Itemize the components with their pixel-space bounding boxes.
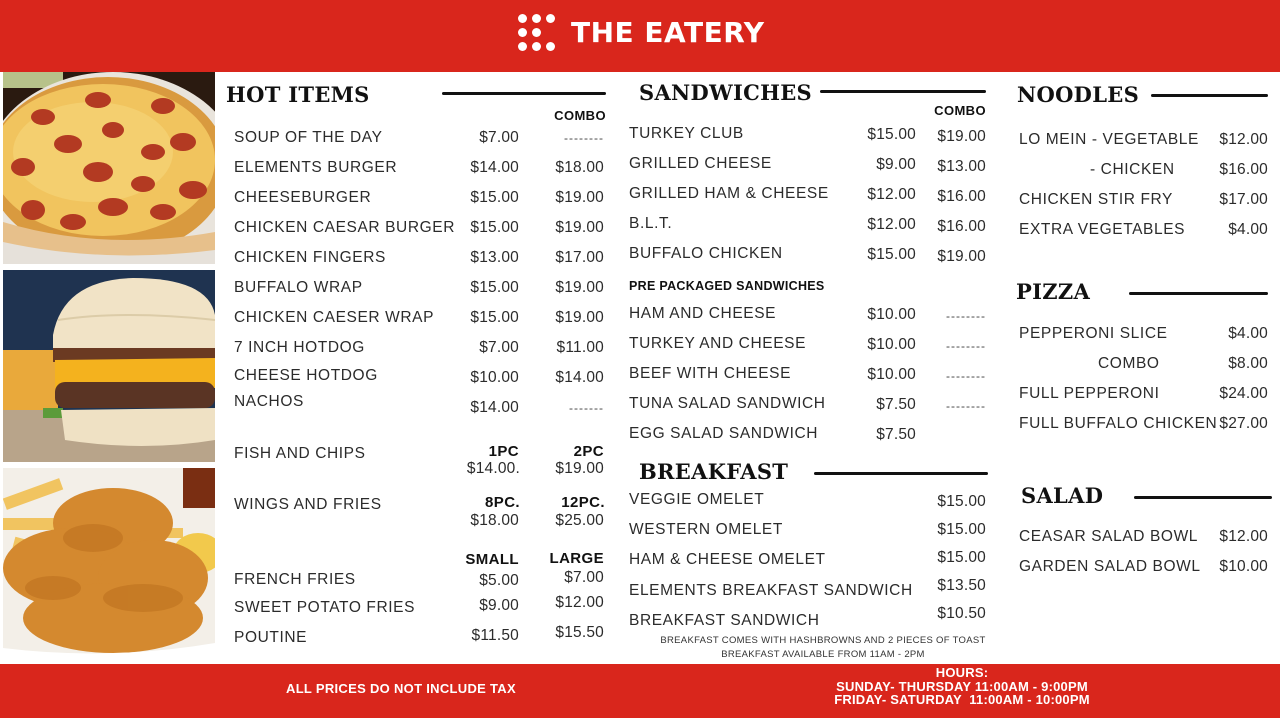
item-price: $15.00 <box>937 493 986 510</box>
item-name: SWEET POTATO FRIES <box>234 599 416 616</box>
small-price: $5.00 <box>479 572 519 589</box>
section-divider <box>1129 292 1268 295</box>
item-price: $7.00 <box>479 129 519 146</box>
breakfast-includes-note: BREAKFAST COMES WITH HASHBROWNS AND 2 PIECES OF TOAST <box>660 635 986 646</box>
item-name: FULL PEPPERONI <box>1019 385 1160 402</box>
item-name: HAM & CHEESE OMELET <box>629 551 826 568</box>
item-name: TUNA SALAD SANDWICH <box>629 395 826 412</box>
item-name: LO MEIN - VEGETABLE <box>1019 131 1199 148</box>
noodles-title: NOODLES <box>1017 82 1140 107</box>
item-price: $10.00 <box>867 336 916 353</box>
section-divider <box>820 90 986 93</box>
size-label: 1PC <box>488 443 519 460</box>
item-name: GRILLED HAM & CHEESE <box>629 185 829 202</box>
item-price: $24.00 <box>1219 385 1268 402</box>
size-label: 2PC <box>573 443 604 460</box>
item-price: $13.50 <box>937 577 986 594</box>
item-name: GARDEN SALAD BOWL <box>1019 558 1201 575</box>
salad-title: SALAD <box>1021 483 1104 508</box>
item-name: ELEMENTS BURGER <box>234 159 398 176</box>
item-price: $10.00 <box>867 306 916 323</box>
item-name: B.L.T. <box>629 215 673 232</box>
item-name: TURKEY AND CHEESE <box>629 335 807 352</box>
item-price: $10.00 <box>470 369 519 386</box>
item-name: BREAKFAST SANDWICH <box>629 612 820 629</box>
item-price: $13.00 <box>470 249 519 266</box>
item-price: $15.00 <box>937 549 986 566</box>
chicken-fingers-photo <box>3 468 215 661</box>
item-combo-price: $19.00 <box>555 189 604 206</box>
item-price: $15.00 <box>867 126 916 143</box>
item-name: CHICKEN FINGERS <box>234 249 386 266</box>
item-price: $15.00 <box>937 521 986 538</box>
breakfast-title: BREAKFAST <box>639 459 789 484</box>
item-name: HAM AND CHEESE <box>629 305 777 322</box>
item-price: $7.00 <box>479 339 519 356</box>
item-price: $17.00 <box>1219 191 1268 208</box>
item-name: VEGGIE OMELET <box>629 491 765 508</box>
item-name: GRILLED CHEESE <box>629 155 772 172</box>
item-name: NACHOS <box>234 393 304 410</box>
item-name: ELEMENTS BREAKFAST SANDWICH <box>629 582 913 599</box>
small-price: $9.00 <box>479 597 519 614</box>
item-combo-price: $17.00 <box>555 249 604 266</box>
item-price: $15.00 <box>470 279 519 296</box>
item-combo-price: $13.00 <box>937 158 986 175</box>
item-name: SOUP OF THE DAY <box>234 129 383 146</box>
pizza-title: PIZZA <box>1016 279 1091 304</box>
item-combo-price: $19.00 <box>555 309 604 326</box>
item-price: $12.00 <box>867 186 916 203</box>
prepackaged-sandwiches-heading: PRE PACKAGED SANDWICHES <box>629 279 825 293</box>
item-name: - CHICKEN <box>1090 161 1175 178</box>
small-size-label: SMALL <box>465 551 519 568</box>
sandwiches-title: SANDWICHES <box>639 80 812 105</box>
item-price: $12.00 <box>1219 528 1268 545</box>
item-price: $9.00 <box>876 156 916 173</box>
item-price: $10.50 <box>937 605 986 622</box>
item-name: WINGS AND FRIES <box>234 496 382 513</box>
nine-dot-grid-icon <box>518 14 555 51</box>
item-name: BUFFALO CHICKEN <box>629 245 783 262</box>
item-name: EXTRA VEGETABLES <box>1019 221 1186 238</box>
item-name: CHICKEN STIR FRY <box>1019 191 1173 208</box>
section-divider <box>1151 94 1268 97</box>
item-price: $15.00 <box>470 309 519 326</box>
breakfast-hours-note: BREAKFAST AVAILABLE FROM 11AM - 2PM <box>721 649 925 660</box>
item-name: FISH AND CHIPS <box>234 445 366 462</box>
item-name: FRENCH FRIES <box>234 571 356 588</box>
large-size-label: LARGE <box>549 550 604 567</box>
section-divider <box>1134 496 1272 499</box>
item-combo-price: ------- <box>569 401 604 415</box>
item-name: BEEF WITH CHEESE <box>629 365 792 382</box>
logo <box>518 14 765 51</box>
item-price: $10.00 <box>1219 558 1268 575</box>
item-combo-price: $19.00 <box>555 279 604 296</box>
item-combo-price: $16.00 <box>937 218 986 235</box>
item-price: $4.00 <box>1228 325 1268 342</box>
large-price: $15.50 <box>555 624 604 641</box>
hours-weekday: SUNDAY- THURSDAY 11:00AM - 9:00PM <box>836 678 1088 694</box>
footer-banner <box>0 664 1280 718</box>
item-name: TURKEY CLUB <box>629 125 744 142</box>
item-price: $27.00 <box>1219 415 1268 432</box>
item-combo-price: $14.00 <box>555 369 604 386</box>
item-price: $7.50 <box>876 426 916 443</box>
section-divider <box>814 472 988 475</box>
item-price: $12.00 <box>867 216 916 233</box>
size-price: $19.00 <box>555 460 604 477</box>
size-label: 12PC. <box>561 494 605 511</box>
combo-column-label: COMBO <box>554 108 606 123</box>
brand-name: THE EATERY <box>571 16 765 49</box>
item-name: 7 INCH HOTDOG <box>234 339 365 356</box>
item-name: WESTERN OMELET <box>629 521 783 538</box>
item-combo-price: -------- <box>946 369 986 383</box>
large-price: $12.00 <box>555 594 604 611</box>
section-divider <box>442 92 606 95</box>
item-price: $15.00 <box>867 246 916 263</box>
item-combo-price: $19.00 <box>555 219 604 236</box>
item-price: $8.00 <box>1228 355 1268 372</box>
item-name: FULL BUFFALO CHICKEN <box>1019 415 1218 432</box>
small-price: $11.50 <box>471 627 519 644</box>
item-name: CHICKEN CAESER WRAP <box>234 309 435 326</box>
item-price: $12.00 <box>1219 131 1268 148</box>
item-price: $7.50 <box>876 396 916 413</box>
combo-column-label: COMBO <box>934 103 986 118</box>
item-price: $14.00 <box>470 159 519 176</box>
item-name: COMBO <box>1098 355 1160 372</box>
large-price: $7.00 <box>564 569 604 586</box>
item-combo-price: $19.00 <box>937 248 986 265</box>
size-price: $18.00 <box>470 512 519 529</box>
item-combo-price: -------- <box>946 309 986 323</box>
item-combo-price: $19.00 <box>937 128 986 145</box>
item-price: $14.00 <box>470 399 519 416</box>
cheeseburger-photo <box>3 270 215 462</box>
item-combo-price: $18.00 <box>555 159 604 176</box>
item-price: $15.00 <box>470 219 519 236</box>
item-name: CEASAR SALAD BOWL <box>1019 528 1199 545</box>
item-name: BUFFALO WRAP <box>234 279 363 296</box>
header-banner <box>0 0 1280 72</box>
item-name: CHEESEBURGER <box>234 189 372 206</box>
item-price: $4.00 <box>1228 221 1268 238</box>
item-combo-price: $16.00 <box>937 188 986 205</box>
item-price: $16.00 <box>1219 161 1268 178</box>
size-label: 8PC. <box>485 494 520 511</box>
opening-hours <box>800 666 1124 707</box>
hours-weekend: FRIDAY- SATURDAY 11:00AM - 10:00PM <box>834 692 1090 707</box>
size-price: $14.00. <box>466 460 520 477</box>
item-name: POUTINE <box>234 629 308 646</box>
item-name: EGG SALAD SANDWICH <box>629 425 819 442</box>
item-combo-price: -------- <box>946 399 986 413</box>
item-combo-price: -------- <box>564 131 604 145</box>
size-price: $25.00 <box>555 512 604 529</box>
item-name: CHEESE HOTDOG <box>234 367 378 384</box>
hot-items-title: HOT ITEMS <box>226 82 370 107</box>
item-price: $15.00 <box>470 189 519 206</box>
hours-label: HOURS: <box>935 665 989 680</box>
item-price: $10.00 <box>867 366 916 383</box>
pepperoni-pizza-photo <box>3 72 215 264</box>
item-combo-price: -------- <box>946 339 986 353</box>
item-combo-price: $11.00 <box>556 339 604 356</box>
tax-disclaimer: ALL PRICES DO NOT INCLUDE TAX <box>286 681 516 696</box>
item-name: PEPPERONI SLICE <box>1019 325 1168 342</box>
item-name: CHICKEN CAESAR BURGER <box>234 219 456 236</box>
